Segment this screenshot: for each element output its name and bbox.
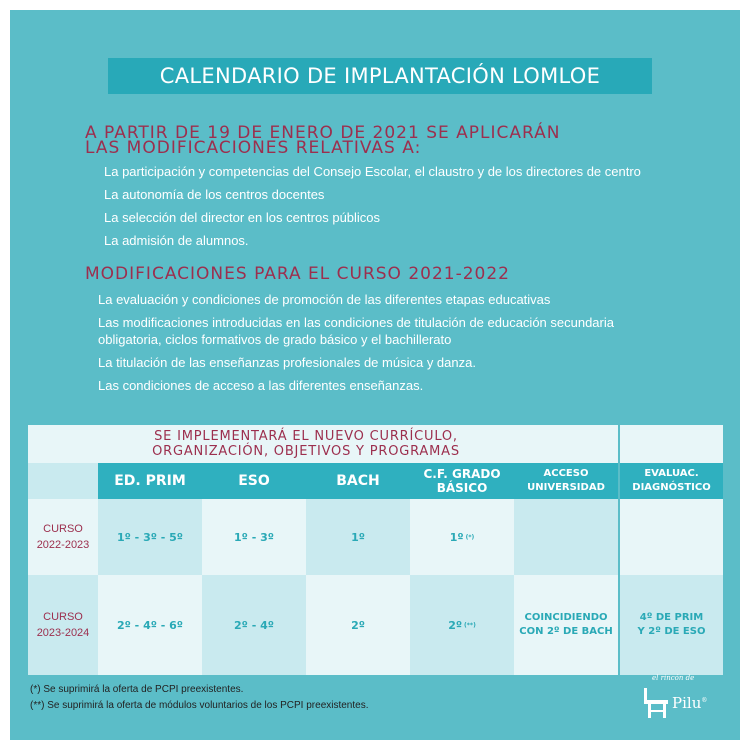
table-blank xyxy=(620,425,723,463)
section2-item: La evaluación y condiciones de promoción de las diferentes etapas educativas xyxy=(98,292,551,307)
logo-text xyxy=(652,674,694,682)
column-header-eso: ESO xyxy=(202,463,306,499)
table-cell: 1º - 3º - 5º xyxy=(98,499,202,575)
section1-heading-line2: LAS MODIFICACIONES RELATIVAS A: xyxy=(85,138,422,158)
column-header-evaluac-diagnostico xyxy=(620,463,723,499)
table-corner xyxy=(28,463,98,499)
column-header-line: UNIVERSIDAD xyxy=(527,482,605,493)
table-cell xyxy=(514,499,618,575)
table-cell: 1º xyxy=(306,499,410,575)
row-label-line: CURSO xyxy=(43,611,83,623)
footnote: (**) Se suprimirá la oferta de módulos voluntarios de los PCPI preexistentes. xyxy=(30,700,369,711)
column-header-bach: BACH xyxy=(306,463,410,499)
section2-item: obligatoria, ciclos formativos de grado básico y el bachillerato xyxy=(98,332,452,347)
cell-value: Y 2º DE ESO xyxy=(637,626,706,637)
group-header-line2: ORGANIZACIÓN, OBJETIVOS Y PROGRAMAS xyxy=(152,444,460,459)
section2-item: Las condiciones de acceso a las diferentes enseñanzas. xyxy=(98,378,424,393)
table-cell: 2º xyxy=(306,575,410,675)
cell-value: 4º DE PRIM xyxy=(639,612,704,623)
column-header-line: ACCESO xyxy=(543,468,589,479)
table-cell xyxy=(410,575,514,675)
page-title: CALENDARIO DE IMPLANTACIÓN LOMLOE xyxy=(108,58,652,94)
table-cell: 2º - 4º xyxy=(202,575,306,675)
table-cell: 1º - 3º xyxy=(202,499,306,575)
table-cell xyxy=(620,575,723,675)
footnote-marker: (**) xyxy=(464,621,476,629)
section1-item: La participación y competencias del Consejo Escolar, el claustro y de los directores de centro xyxy=(104,164,641,179)
row-label-line: 2023-2024 xyxy=(36,627,90,639)
table-cell xyxy=(620,499,723,575)
column-header-line: EVALUAC. xyxy=(644,468,699,479)
implementation-table xyxy=(28,425,723,675)
section2-heading: MODIFICACIONES PARA EL CURSO 2021-2022 xyxy=(85,264,510,284)
footnote: (*) Se suprimirá la oferta de PCPI preexistentes. xyxy=(30,684,244,695)
section1-heading xyxy=(85,123,561,158)
section2-item: Las modificaciones introducidas en las condiciones de titulación de educación secundaria xyxy=(98,315,614,330)
section2-item: La titulación de las enseñanzas profesionales de música y danza. xyxy=(98,355,476,370)
group-header-line1: SE IMPLEMENTARÁ EL NUEVO CURRÍCULO, xyxy=(154,429,458,444)
footnote-marker: (*) xyxy=(465,533,475,541)
row-label-line: CURSO xyxy=(43,523,83,535)
column-header-line: C.F. GRADO xyxy=(423,467,501,481)
section1-item: La autonomía de los centros docentes xyxy=(104,187,325,202)
logo-name xyxy=(672,694,707,712)
table-blank xyxy=(514,425,618,463)
cell-value: 2º xyxy=(448,618,463,632)
column-header-line: DIAGNÓSTICO xyxy=(632,482,711,493)
logo-text-part: rincón xyxy=(660,674,684,682)
column-header-ed-prim: ED. PRIM xyxy=(98,463,202,499)
table-cell xyxy=(410,499,514,575)
logo-text-part: de xyxy=(685,674,695,682)
table-group-header xyxy=(98,425,514,463)
cell-value: 1º xyxy=(449,530,464,544)
cell-value: CON 2º DE BACH xyxy=(519,626,613,637)
row-label-line: 2022-2023 xyxy=(36,539,90,551)
brand-logo xyxy=(640,670,710,722)
table-cell xyxy=(514,575,618,675)
logo-name-text: Pilu xyxy=(672,694,702,712)
column-header-cf-grado-basico xyxy=(410,463,514,499)
column-header-acceso-universidad xyxy=(514,463,618,499)
table-cell: 2º - 4º - 6º xyxy=(98,575,202,675)
column-header-line: BÁSICO xyxy=(436,481,488,495)
cell-value: COINCIDIENDO xyxy=(524,612,608,623)
row-label-2022-2023 xyxy=(28,499,98,575)
section1-heading-line1: A PARTIR DE 19 DE ENERO DE 2021 SE APLICARÁN xyxy=(85,123,561,143)
table-corner xyxy=(28,425,98,463)
section1-item: La admisión de alumnos. xyxy=(104,233,249,248)
registered-mark: ® xyxy=(701,697,708,704)
section1-item: La selección del director en los centros públicos xyxy=(104,210,381,225)
logo-text-part: el xyxy=(652,674,659,682)
row-label-2023-2024 xyxy=(28,575,98,675)
